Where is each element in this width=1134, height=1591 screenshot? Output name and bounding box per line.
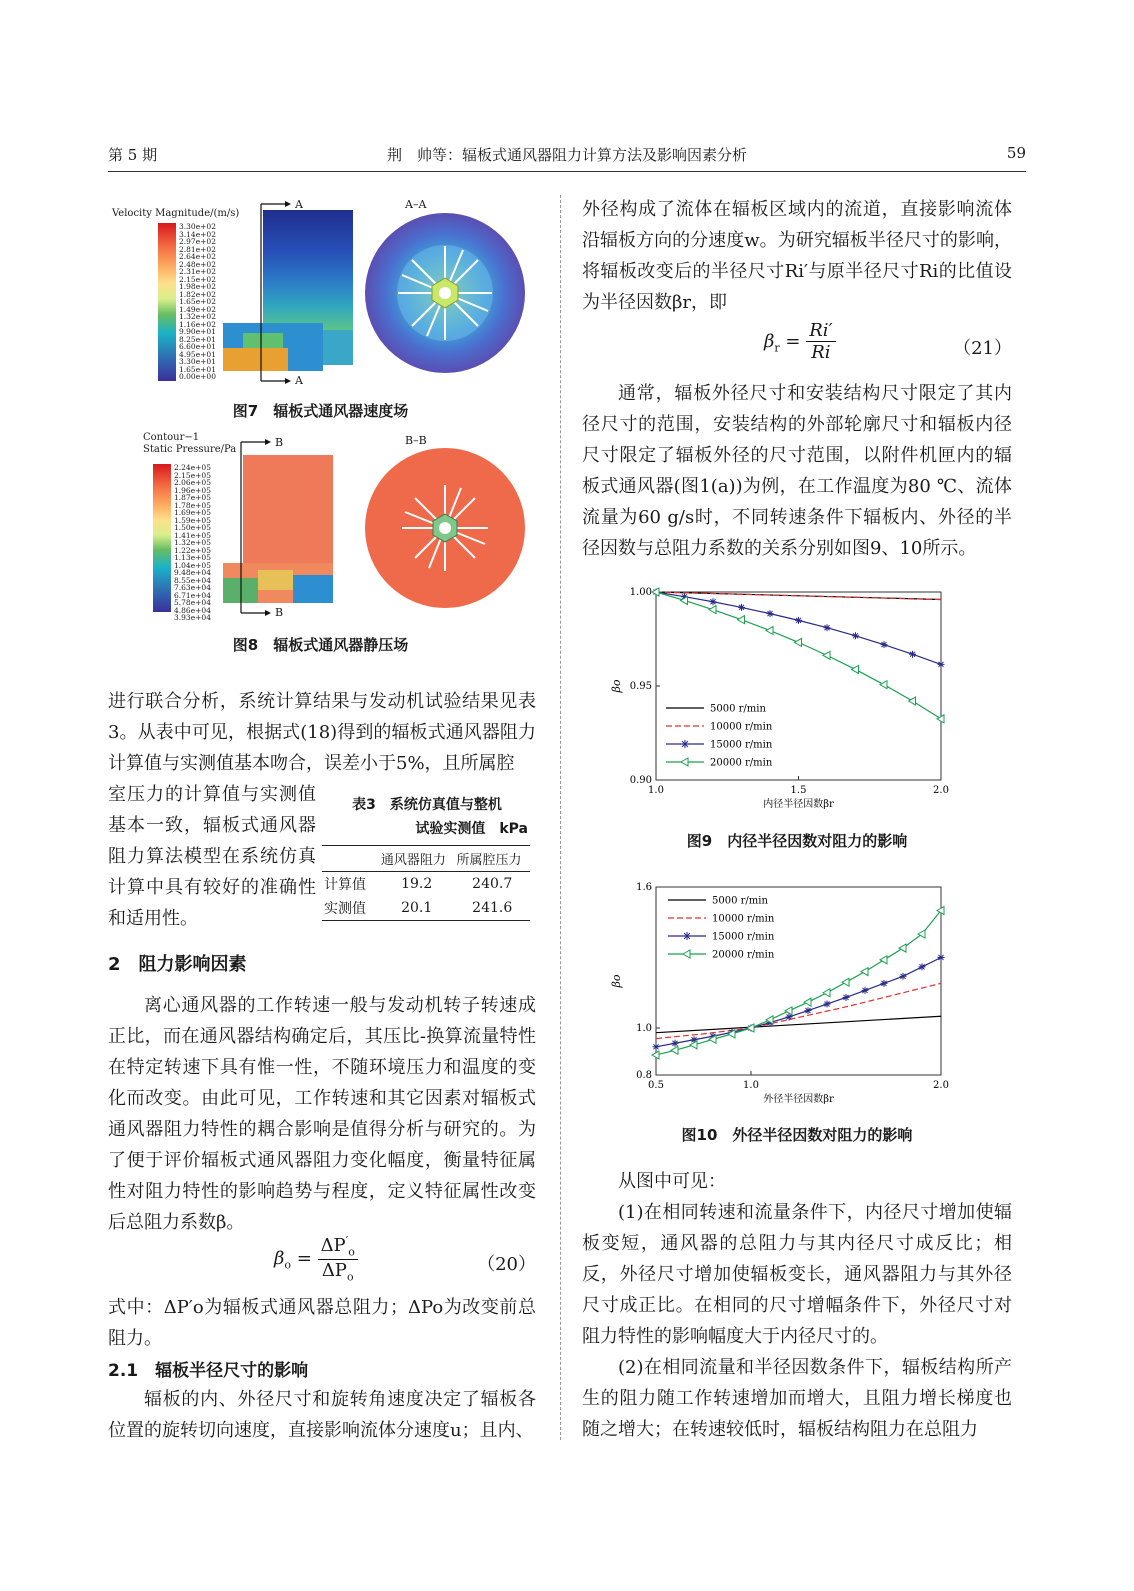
data-point (824, 1001, 831, 1008)
fig7-colorbar-labels: 3.30e+02 3.14e+02 2.97e+02 2.81e+02 2.64e+02 2.48e+02 2.31e+02 2.15e+02 1.98e+02 1.82e+02 1.65e+02 1.49e+02 1.32e+02 1.16e+02 9.90e+01 8.25e+01 6.60e+01 4.95e+01 3.30e+01 1.65e+01 0.00e+00 (179, 222, 216, 381)
data-point (709, 606, 716, 614)
section-2-heading: 2 阻力影响因素 (108, 954, 247, 975)
legend-label: 20000 r/min (710, 757, 773, 769)
legend-label: 5000 r/min (712, 895, 768, 907)
fig7-section-view-label: A–A (405, 198, 427, 211)
x-tick-label: 1.0 (743, 1080, 759, 1091)
equation-21: $\beta_r$ = $\frac{Ri'}{Ri}$ （21） (764, 320, 1012, 363)
legend-marker (681, 758, 688, 766)
right-para-1: 外径构成了流体在辐板区域内的流道，直接影响流体沿辐板方向的分速度w。为研究辐板半径尺寸的影响，将辐板改变后的半径尺寸Ri′与原半径尺寸Ri的比值设为半径因数βr，即 (582, 199, 1012, 313)
equation-20-number: （20） (477, 1254, 536, 1275)
y-axis-label: βo (610, 974, 623, 988)
legend-label: 15000 r/min (710, 739, 773, 751)
figure-10-chart (606, 873, 949, 1113)
fig8-colorbar (153, 464, 171, 612)
section-2-1-heading: 2.1 辐板半径尺寸的影响 (108, 1361, 309, 1381)
x-tick-label: 1.0 (648, 785, 664, 796)
legend-marker (681, 740, 689, 748)
fig8-pressure-contour (223, 430, 533, 620)
data-point (909, 651, 916, 658)
data-point (653, 1043, 660, 1050)
right-para-2: 通常，辐板外径尺寸和安装结构尺寸限定了其内径尺寸的范围，安装结构的外部轮廓尺寸和辐板内径尺寸限定了辐板外径的尺寸范围，以附件机匣内的辐板式通风器(图1(a))为例，在工作温度为80 ℃、流体流量为60 g/s时，不同转速条件下辐板内、外径的半径因数与总阻力系数的关系分别如图9、10所示。 (582, 383, 1012, 559)
series-line (656, 1016, 941, 1032)
data-point (881, 980, 888, 987)
data-point (738, 604, 745, 611)
fig10-caption: 图10 外径半径因数对阻力的影响 (681, 1126, 913, 1144)
fig9-caption: 图9 内径半径因数对阻力的影响 (686, 832, 908, 850)
left-para-4: 辐板的内、外径尺寸和旋转角速度决定了辐板各位置的旋转切向速度，直接影响流体分速度u；且内、 (108, 1389, 536, 1441)
fig8-colorbar-labels: 2.24e+05 2.15e+05 2.06e+05 1.96e+05 1.87e+05 1.78e+05 1.69e+05 1.59e+05 1.50e+05 1.41e+05 1.32e+05 1.22e+05 1.13e+05 1.04e+05 9.48e+04 8.55e+04 7.63e+04 6.71e+04 5.78e+04 4.86e+04 3.93e+04 (174, 463, 211, 622)
fig8-section-view-label: B–B (405, 434, 427, 447)
data-point (909, 697, 916, 705)
data-point (795, 638, 802, 646)
equation-20: $\beta_o$ = $\frac{\Delta P'_o}{\Delta P_o}$ （20） (274, 1234, 536, 1284)
data-point (881, 641, 888, 648)
table-row: 实测值 20.1 241.6 (322, 896, 530, 921)
data-point (824, 624, 831, 631)
header-rule (108, 171, 1026, 172)
fig8-section-bottom-label: B (275, 606, 284, 619)
x-tick-label: 0.5 (648, 1080, 664, 1091)
x-tick-label: 1.5 (790, 785, 807, 796)
data-point (852, 665, 859, 673)
x-tick-label: 2.0 (933, 785, 949, 796)
legend-label: 10000 r/min (710, 721, 773, 733)
plot-frame (656, 887, 941, 1075)
series-line (656, 958, 941, 1047)
x-tick-label: 2.0 (933, 1080, 949, 1091)
left-para-3: 式中：ΔP′o为辐板式通风器总阻力；ΔPo为改变前总阻力。 (108, 1297, 536, 1349)
series-line (656, 592, 941, 664)
data-point (671, 1046, 678, 1054)
data-point (843, 994, 850, 1001)
series-line (656, 911, 941, 1056)
data-point (880, 956, 887, 964)
fig8-legend-title-1: Contour−1 (143, 432, 200, 443)
data-point (795, 617, 802, 624)
data-point (919, 963, 926, 970)
legend-label: 10000 r/min (712, 913, 775, 925)
equation-21-number: （21） (953, 338, 1012, 359)
data-point (938, 661, 945, 668)
figure-8 (108, 430, 533, 620)
y-tick-label: 0.90 (629, 775, 652, 786)
data-point (823, 989, 830, 997)
y-tick-label: 1.00 (629, 587, 652, 598)
data-point (900, 973, 907, 980)
table-3-title-2: 试验实测值 kPa (415, 821, 528, 837)
legend-label: 20000 r/min (712, 949, 775, 961)
legend-label: 15000 r/min (712, 931, 775, 943)
data-point (938, 954, 945, 961)
left-para-2: 离心通风器的工作转速一般与发动机转子转速成正比，而在通风器结构确定后，其压比-换算流量特性在特定转速下具有惟一性，不随环境压力和温度的变化而改变。由此可见，工作转速和其它因素对辐板式通风器阻力特性的耦合影响是值得分析与研究的。为了便于评价辐板式通风器阻力变化幅度，衡量特征属性对阻力特性的影响趋势与程度，定义特征属性改变后总阻力系数β。 (108, 995, 536, 1233)
fig8-legend-title-2: Static Pressure/Pa (143, 444, 237, 455)
series-line (656, 592, 941, 600)
table-header: 所属腔压力 (456, 853, 522, 868)
fig7-velocity-contour (223, 198, 533, 398)
fig8-caption: 图8 辐板式通风器静压场 (232, 636, 409, 654)
data-point (766, 627, 773, 635)
fig7-caption: 图7 辐板式通风器速度场 (232, 402, 409, 420)
data-point (842, 978, 849, 986)
running-title: 荆 帅等：辐板式通风器阻力计算方法及影响因素分析 (386, 146, 747, 164)
x-axis-label: 内径半径因数βr (763, 799, 834, 810)
table-row: 计算值 19.2 240.7 (324, 876, 513, 893)
table-3-grid (322, 845, 530, 921)
legend-label: 5000 r/min (710, 703, 766, 715)
legend-marker (683, 932, 691, 940)
data-point (861, 968, 868, 976)
fig7-legend-title: Velocity Magnitude/(m/s) (112, 208, 240, 219)
series-line (656, 592, 941, 719)
column-divider (560, 195, 561, 1440)
data-point (804, 998, 811, 1006)
table-3 (322, 793, 532, 921)
data-point (767, 610, 774, 617)
page-number: 59 (1006, 144, 1026, 162)
left-para-1: 进行联合分析，系统计算结果与发动机试验结果见表3。从表中可见，根据式(18)得到的辐板式通风器阻力计算值与实测值基本吻合，误差小于5%，且所属腔 (108, 691, 536, 774)
data-point (805, 1007, 812, 1014)
data-point (738, 616, 745, 624)
issue-number: 第 5 期 (108, 146, 158, 164)
table-header: 通风器阻力 (380, 853, 446, 868)
y-tick-label: 1.0 (636, 1023, 652, 1034)
data-point (710, 598, 717, 605)
figure-9-chart (606, 578, 949, 818)
data-point (880, 681, 887, 689)
y-tick-label: 0.95 (629, 681, 652, 692)
data-point (823, 651, 830, 659)
fig7-section-bottom-label: A (295, 374, 303, 387)
y-tick-label: 0.8 (636, 1070, 652, 1081)
y-axis-label: βo (610, 679, 623, 693)
data-point (862, 987, 869, 994)
data-point (899, 944, 906, 952)
running-header (108, 144, 1026, 170)
left-para-1b: 室压力的计算值与实测值基本一致，辐板式通风器阻力算法模型在系统仿真计算中具有较好的准确性和适用性。 (108, 784, 316, 929)
right-para-3: 从图中可见： (1)在相同转速和流量条件下，内径尺寸增加使辐板变短，通风器的总阻力与其内径尺寸成反比；相反，外径尺寸增加使辐板变长，通风器阻力与其外径尺寸成正比。在相同的尺寸增幅条件下，外径尺寸对阻力特性的影响幅度大于内径尺寸的。 (2)在相同流量和半径因数条件下，辐板结构所产生的阻力随工作转速增加而增大，且阻力增长梯度也随之增大；在转速较低时，辐板结构阻力在总阻力 (582, 1171, 1012, 1440)
data-point (852, 632, 859, 639)
x-axis-label: 外径半径因数βr (763, 1094, 834, 1105)
data-point (672, 1040, 679, 1047)
fig8-section-top-label: B (275, 436, 284, 449)
y-tick-label: 1.6 (636, 882, 652, 893)
legend-marker (683, 950, 690, 958)
fig7-colorbar (158, 223, 176, 381)
fig7-section-top-label: A (295, 198, 303, 211)
figure-7 (108, 198, 533, 398)
table-3-title: 表3 系统仿真值与整机 (352, 797, 502, 813)
